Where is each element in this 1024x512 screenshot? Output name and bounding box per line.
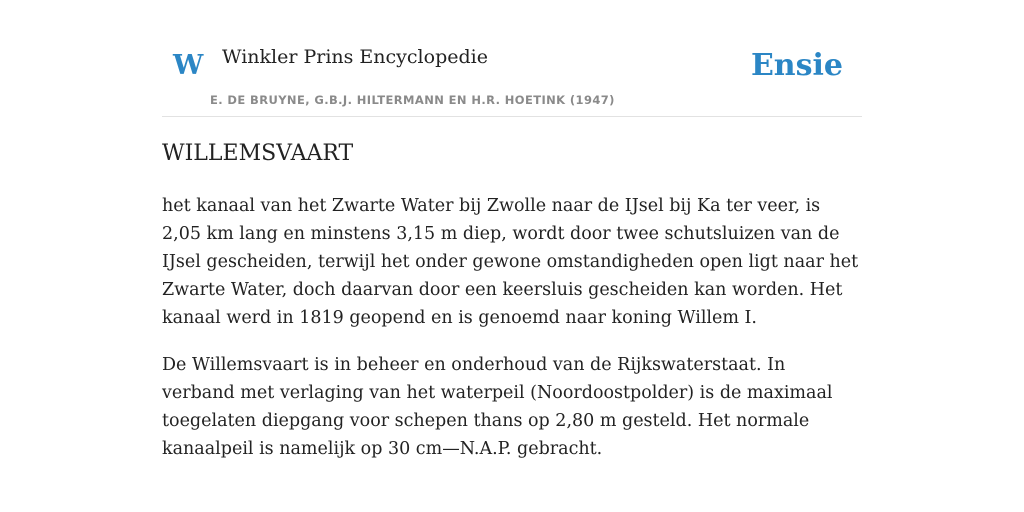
ensie-logo-link[interactable]: Ensie: [750, 48, 843, 83]
entry-title: WILLEMSVAART: [162, 141, 354, 166]
entry-paragraph: het kanaal van het Zwarte Water bij Zwolle naar de IJsel bij Ka ter veer, is 2,05 km lang en minstens 3,15 m diep, wordt door twee schutsluizen van de IJsel gescheiden, terwijl het onder gewone omstandigheden open ligt naar het Zwarte Water, doch daarvan door een keersluis gescheiden kan worden. Het kanaal werd in 1819 geopend en is genoemd naar koning Willem I.: [162, 196, 859, 328]
entry-body: [162, 192, 862, 482]
encyclopedia-header: [162, 0, 862, 117]
publication-title[interactable]: Winkler Prins Encyclopedie: [222, 46, 488, 68]
entry-paragraph: De Willemsvaart is in beheer en onderhoud van de Rijkswaterstaat. In verband met verlaging van het waterpeil (Noordoostpolder) is de maximaal toegelaten diepgang voor schepen thans op 2,80 m gesteld. Het normale kanaalpeil is namelijk op 30 cm—N.A.P. gebracht.: [162, 355, 833, 459]
winkler-prins-logo[interactable]: W: [173, 50, 204, 81]
publication-authors: E. DE BRUYNE, G.B.J. HILTERMANN EN H.R. HOETINK (1947): [210, 93, 615, 107]
